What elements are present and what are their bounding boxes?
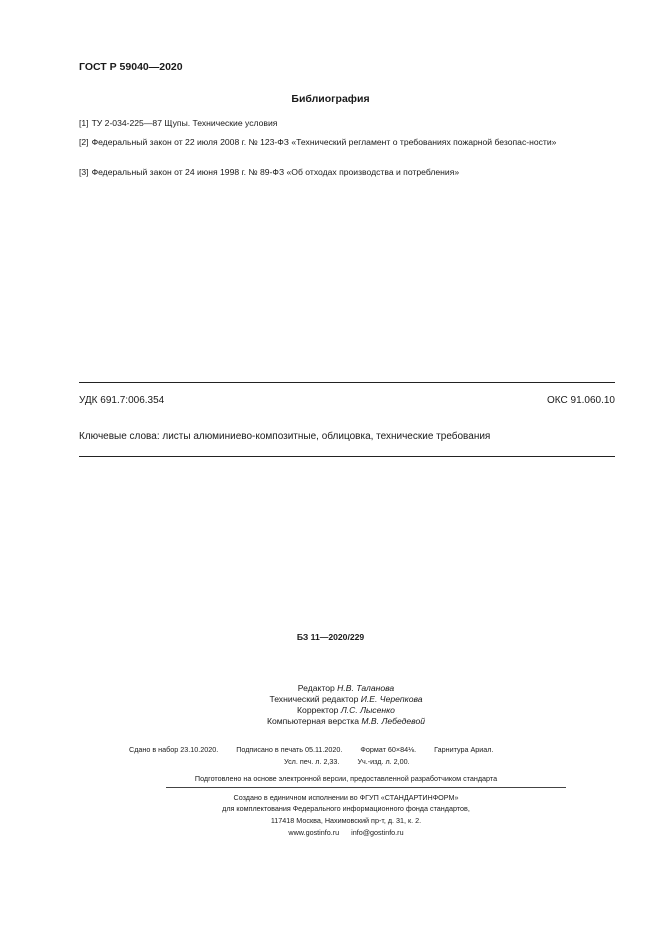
- staff-role: Технический редактор: [269, 694, 359, 704]
- bibliography-item-text: Федеральный закон от 22 июля 2008 г. № 123-ФЗ «Технический регламент о требованиях пожарной безопас-ности»: [91, 137, 557, 147]
- imprint-pub-sheets: Уч.-изд. л. 2,00.: [357, 757, 410, 766]
- imprint-line-2: [284, 757, 410, 766]
- bibliography-item-text: ТУ 2-034-225—87 Щупы. Технические условия: [91, 118, 278, 128]
- imprint-line-1: [129, 745, 493, 754]
- bibliography-title: Библиография: [291, 93, 370, 105]
- staff-name: И.Е. Черепкова: [360, 694, 423, 704]
- staff-proofreader: [0, 705, 661, 715]
- standard-header: ГОСТ Р 59040—2020: [79, 61, 183, 73]
- staff-tech-editor: [0, 694, 661, 704]
- divider: [166, 787, 566, 788]
- oks-code: ОКС 91.060.10: [547, 395, 615, 406]
- imprint-typeface: Гарнитура Ариал.: [434, 745, 494, 754]
- staff-role: Компьютерная верстка: [266, 716, 359, 726]
- udk-code: УДК 691.7:006.354: [79, 395, 165, 406]
- imprint-submitted: Сдано в набор 23.10.2020.: [129, 745, 219, 754]
- imprint-purpose: для комплектования Федерального информационного фонда стандартов,: [222, 804, 470, 813]
- imprint-contacts: [0, 828, 661, 837]
- imprint-created: Создано в единичном исполнении во ФГУП «СТАНДАРТИНФОРМ»: [233, 793, 459, 802]
- website-link[interactable]: www.gostinfo.ru: [288, 828, 340, 837]
- staff-name: Л.С. Лысенко: [340, 705, 395, 715]
- bibliography-item-number: [2]: [79, 137, 89, 147]
- imprint-prepared: Подготовлено на основе электронной версии, предоставленной разработчиком стандарта: [194, 774, 498, 783]
- imprint-print-sheets: Усл. печ. л. 2,33.: [284, 757, 340, 766]
- divider: [79, 382, 615, 383]
- imprint-address: 117418 Москва, Нахимовский пр-т, д. 31, к. 2.: [270, 816, 422, 825]
- email-link[interactable]: info@gostinfo.ru: [351, 828, 404, 837]
- divider: [79, 456, 615, 457]
- bibliography-item-number: [3]: [79, 167, 89, 177]
- staff-layout: [0, 716, 661, 726]
- staff-role: Редактор: [297, 683, 335, 693]
- bibliography-item-text: Федеральный закон от 24 июня 1998 г. № 89-ФЗ «Об отходах производства и потребления»: [91, 167, 460, 177]
- staff-role: Корректор: [297, 705, 339, 715]
- bibliography-item: [79, 166, 615, 178]
- staff-name: Н.В. Таланова: [337, 683, 395, 693]
- imprint-signed: Подписано в печать 05.11.2020.: [236, 745, 343, 754]
- imprint-format: Формат 60×84⅛.: [360, 745, 417, 754]
- bz-number: БЗ 11—2020/229: [296, 632, 365, 642]
- bibliography-item: [79, 136, 615, 148]
- staff-editor: [0, 683, 661, 693]
- keywords: Ключевые слова: листы алюминиево-композитные, облицовка, технические требования: [79, 431, 491, 442]
- staff-name: М.В. Лебедевой: [361, 716, 426, 726]
- bibliography-item: [79, 117, 615, 129]
- bibliography-item-number: [1]: [79, 118, 89, 128]
